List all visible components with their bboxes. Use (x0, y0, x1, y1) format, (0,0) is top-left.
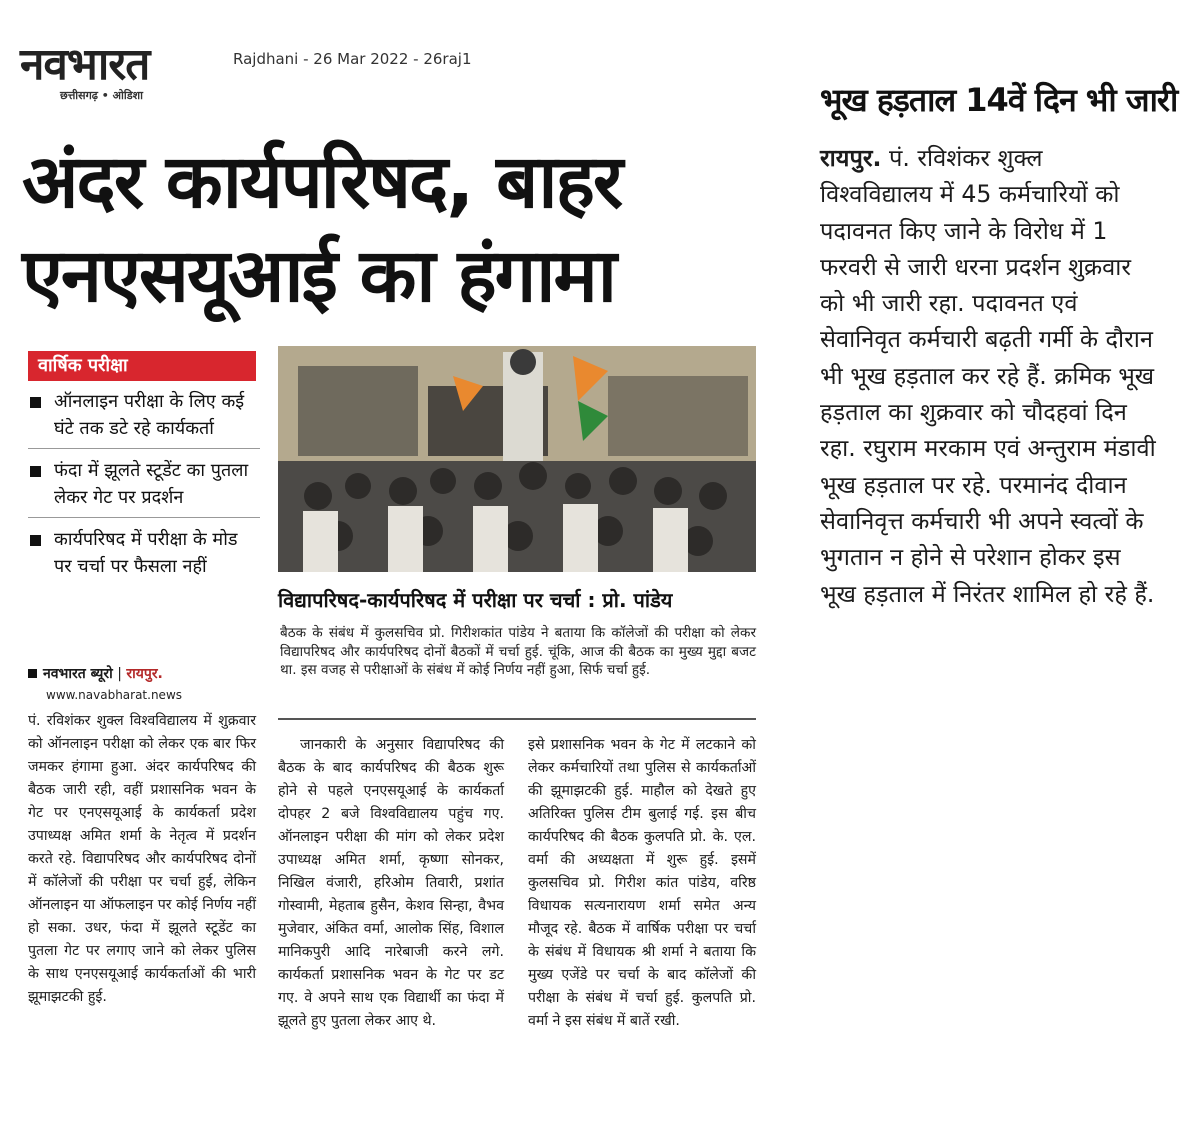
byline (28, 664, 163, 683)
headline-line-1: अंदर कार्यपरिषद, बाहर (22, 139, 622, 225)
article-column-3: इसे प्रशासनिक भवन के गेट में लटकाने को लेकर कर्मचारियों तथा पुलिस से कार्यकर्ताओं की झूमाझटकी हुई. माहौल को देखते हुए अतिरिक्त पुलिस टीम बुलाई गई. इस बीच कार्यपरिषद की बैठक कुलपति प्रो. के. एल. वर्मा की अध्यक्षता में शुरू हुई. इसमें कुलसचिव प्रो. गिरीश कांत पांडेय, वरिष्ठ विधायक सत्यनारायण शर्मा समेत अन्य मौजूद रहे. बैठक में वार्षिक परीक्षा पर चर्चा के संबंध में विधायक श्री शर्मा ने बताया कि मुख्य एजेंडे पर चर्चा के बाद कॉलेजों की परीक्षा के संबंध में चर्चा हुई. कुलपति प्रो. वर्मा ने इस संबंध में बातें रखी. (528, 737, 756, 1029)
highlight-item (28, 526, 260, 586)
article-column-1: पं. रविशंकर शुक्ल विश्वविद्यालय में शुक्रवार को ऑनलाइन परीक्षा को लेकर एक बार फिर जमकर हंगामा हुआ. अंदर कार्यपरिषद की बैठक जारी रही, वहीं प्रशासनिक भवन के गेट पर एनएसयूआई के कार्यकर्ता प्रदेश उपाध्यक्ष अमित शर्मा के नेतृत्व में प्रदर्शन करते रहे. विद्यापरिषद और कार्यपरिषद दोनों में कॉलेजों की परीक्षा पर चर्चा हुई, लेकिन ऑनलाइन या ऑफलाइन पर कोई निर्णय नहीं हो सका. उधर, फंदा में झूलते स्टूडेंट का पुतला गेट पर लगाए जाने को लेकर पुलिस के साथ एनएसयूआई कार्यकर्ताओं की भारी झूमाझटकी हुई. (28, 713, 256, 1005)
caption-divider (278, 718, 756, 720)
highlight-item (28, 388, 260, 449)
main-headline (22, 135, 762, 323)
protest-photo-illustration (278, 346, 756, 572)
headline-line-2: एनएसयूआई का हंगामा (22, 233, 615, 319)
highlight-text: फंदा में झूलते स्टूडेंट का पुतला लेकर गेट पर प्रदर्शन (54, 460, 249, 508)
highlights-list (28, 388, 260, 594)
bullet-square-icon (30, 397, 41, 408)
bullet-square-icon (28, 669, 37, 678)
byline-bureau: नवभारत ब्यूरो (43, 666, 113, 682)
bullet-square-icon (30, 466, 41, 477)
side-story-text: पं. रविशंकर शुक्ल विश्वविद्यालय में 45 कर्मचारियों को पदावनत किए जाने के विरोध में 1 फरवरी से जारी धरना प्रदर्शन शुक्रवार को भी जारी रहा. पदावनत एवं सेवानिवृत कर्मचारी बढ़ती गर्मी के दौरान भी भूख हड़ताल कर रहे हैं. क्रमिक भूख हड़ताल का शुक्रवार को चौदहवां दिन रहा. रघुराम मरकाम एवं अन्तुराम मंडावी भूख हड़ताल पर रहे. परमानंद दीवान सेवानिवृत्त कर्मचारी भी अपने स्वत्वों के भुगतान न होने से परेशान होकर इस भूख हड़ताल में निरंतर शामिल हो रहे हैं. (820, 144, 1156, 608)
photo-caption-title: विद्यापरिषद-कार्यपरिषद में परीक्षा पर चर्चा : प्रो. पांडेय (278, 588, 673, 612)
highlight-item (28, 457, 260, 518)
side-story-body (820, 140, 1160, 612)
highlights-tag: वार्षिक परीक्षा (28, 351, 256, 381)
protest-photo (278, 346, 756, 572)
website-url: www.navabharat.news (46, 688, 183, 702)
paper-name: नवभारत (20, 39, 150, 90)
highlight-text: ऑनलाइन परीक्षा के लिए कई घंटे तक डटे रहे कार्यकर्ता (54, 391, 245, 439)
photo-caption-text: बैठक के संबंध में कुलसचिव प्रो. गिरीशकांत पांडेय ने बताया कि कॉलेजों की परीक्षा को लेकर विद्यापरिषद और कार्यपरिषद दोनों बैठकों में चर्चा हुई. चूंकि, आज की बैठक का मुख्य मुद्दा बजट था. इस वजह से परीक्षाओं के संबंध में कोई निर्णय नहीं हुआ, सिर्फ चर्चा हुई. (280, 625, 756, 678)
byline-city: रायपुर. (126, 666, 163, 682)
side-story-dateline: रायपुर. (820, 144, 882, 172)
article-column-2: जानकारी के अनुसार विद्यापरिषद की बैठक के बाद कार्यपरिषद की बैठक शुरू होने से पहले एनएसयूआई के कार्यकर्ता दोपहर 2 बजे विश्वविद्यालय पहुंच गए. ऑनलाइन परीक्षा की मांग को लेकर प्रदेश उपाध्यक्ष अमित शर्मा, कृष्णा सोनकर, निखिल वंजारी, हरिओम तिवारी, प्रशांत गोस्वामी, मेहताब हुसैन, केशव सिन्हा, वैभव मुजेवार, अंकित वर्मा, आलोक सिंह, विशाल मानिकपुरी आदि नारेबाजी करने लगे. कार्यकर्ता प्रशासनिक भवन के गेट पर डट गए. वे अपने साथ एक विद्यार्थी का फंदा में झूलते हुए पुतला लेकर आए थे. (278, 737, 504, 1029)
side-story-headline: भूख हड़ताल 14वें दिन भी जारी (820, 81, 1178, 119)
paper-region: छत्तीसगढ़ • ओडिशा (60, 89, 143, 102)
highlight-text: कार्यपरिषद में परीक्षा के मोड पर चर्चा पर फैसला नहीं (54, 529, 238, 577)
newspaper-logo (20, 39, 216, 102)
byline-separator: | (117, 666, 122, 682)
bullet-square-icon (30, 535, 41, 546)
edition-dateline: Rajdhani - 26 Mar 2022 - 26raj1 (233, 50, 472, 68)
